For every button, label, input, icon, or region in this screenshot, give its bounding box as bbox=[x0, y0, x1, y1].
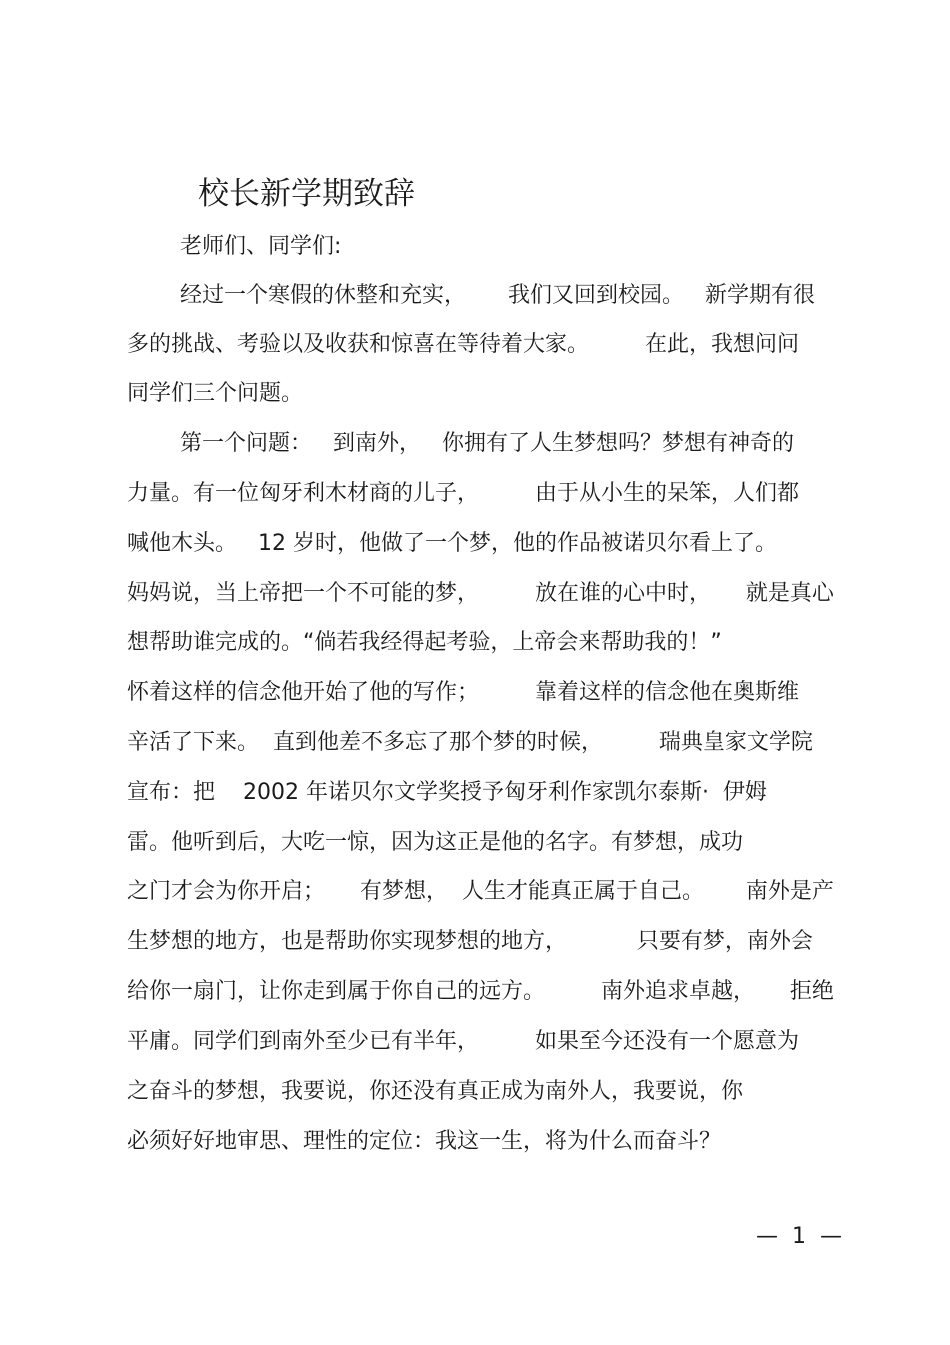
paragraph-line: 之门才会为你开启； 有梦想， 人生才能真正属于自己。 南外是产 bbox=[127, 879, 834, 904]
page-number: — 1 — bbox=[756, 1224, 842, 1249]
paragraph-line: 给你一扇门，让你走到属于你自己的远方。 南外追求卓越， 拒绝 bbox=[127, 979, 834, 1004]
salutation: 老师们、同学们: bbox=[180, 234, 342, 259]
paragraph-line: 之奋斗的梦想，我要说，你还没有真正成为南外人，我要说，你 bbox=[127, 1079, 744, 1104]
paragraph-line: 同学们三个问题。 bbox=[127, 381, 304, 406]
paragraph-line: 宣布：把 2002 年诺贝尔文学奖授予匈牙利作家凯尔泰斯· 伊姆 bbox=[127, 780, 767, 805]
document-title: 校长新学期致辞 bbox=[198, 176, 415, 212]
paragraph-line: 雷。他听到后，大吃一惊，因为这正是他的名字。有梦想，成功 bbox=[127, 830, 744, 855]
paragraph-line: 力量。有一位匈牙利木材商的儿子， 由于从小生的呆笨，人们都 bbox=[127, 481, 799, 506]
paragraph-line: 必须好好地审思、理性的定位：我这一生，将为什么而奋斗？ bbox=[127, 1129, 722, 1154]
paragraph-line: 平庸。同学们到南外至少已有半年， 如果至今还没有一个愿意为 bbox=[127, 1029, 799, 1054]
paragraph-line: 怀着这样的信念他开始了他的写作； 靠着这样的信念他在奥斯维 bbox=[127, 680, 799, 705]
paragraph-line: 妈妈说，当上帝把一个不可能的梦， 放在谁的心中时， 就是真心 bbox=[127, 581, 834, 606]
paragraph-line: 生梦想的地方，也是帮助你实现梦想的地方， 只要有梦，南外会 bbox=[127, 929, 813, 954]
paragraph-line: 喊他木头。 12 岁时，他做了一个梦，他的作品被诺贝尔看上了。 bbox=[127, 531, 777, 556]
paragraph-line: 多的挑战、考验以及收获和惊喜在等待着大家。 在此，我想问问 bbox=[127, 332, 799, 357]
paragraph-line: 经过一个寒假的休整和充实， 我们又回到校园。 新学期有很 bbox=[180, 283, 815, 308]
paragraph-line: 辛活了下来。 直到他差不多忘了那个梦的时候， 瑞典皇家文学院 bbox=[127, 730, 813, 755]
paragraph-line: 想帮助谁完成的。“倘若我经得起考验，上帝会来帮助我的！” bbox=[127, 630, 722, 655]
paragraph-line: 第一个问题： 到南外， 你拥有了人生梦想吗？梦想有神奇的 bbox=[180, 431, 794, 456]
